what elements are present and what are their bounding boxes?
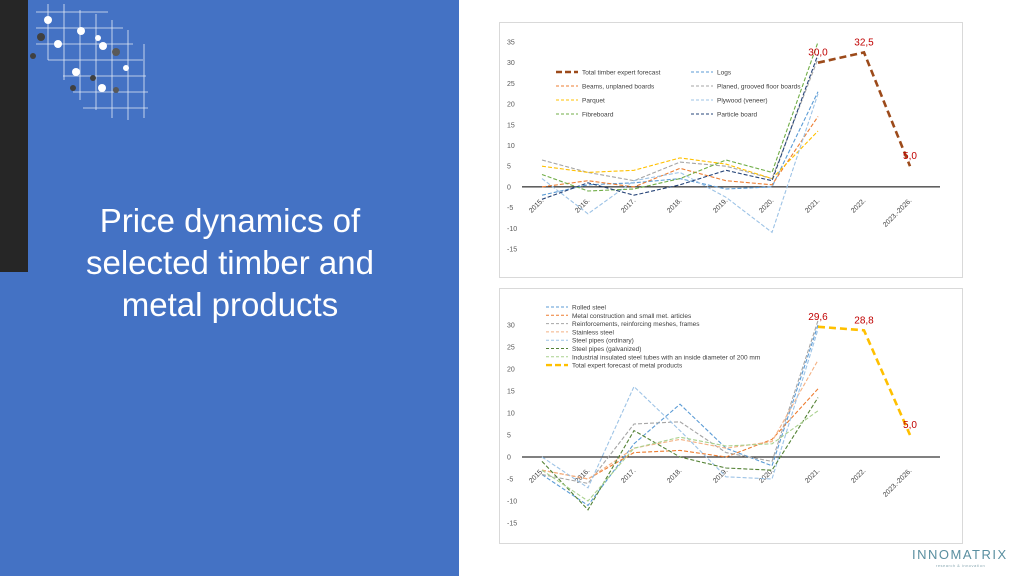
y-tick-label: 25 <box>507 80 515 88</box>
dot-grid-decoration <box>28 0 188 130</box>
x-tick-label: 2023.-2026. <box>882 197 914 229</box>
x-tick-label: 2021. <box>804 197 822 215</box>
x-tick-label: 2019. <box>712 197 730 215</box>
x-tick-label: 2020. <box>758 197 776 215</box>
decor-dot <box>54 40 62 48</box>
decor-dot <box>37 33 45 41</box>
title-line: metal products <box>121 286 339 323</box>
timber-price-chart <box>499 22 963 278</box>
legend-label: Fibreboard <box>582 111 614 119</box>
x-tick-label: 2022. <box>850 467 868 485</box>
x-tick-label: 2017. <box>620 467 638 485</box>
y-tick-label: -15 <box>507 520 518 528</box>
title-line: Price dynamics of <box>99 202 361 239</box>
metal-price-chart <box>499 288 963 544</box>
y-tick-label: 15 <box>507 388 515 396</box>
y-tick-label: 30 <box>507 60 515 68</box>
decor-dot <box>77 27 85 35</box>
x-tick-label: 2015. <box>528 197 546 215</box>
metal-chart-svg <box>500 289 962 543</box>
series-line <box>542 398 818 510</box>
slide-title <box>40 200 420 326</box>
y-tick-label: 20 <box>507 101 515 109</box>
legend-label: Beams, unplaned boards <box>582 83 655 91</box>
series-line <box>542 92 818 196</box>
y-tick-label: 35 <box>507 39 515 47</box>
decor-dot <box>70 85 76 91</box>
x-tick-label: 2023.-2026. <box>882 467 914 499</box>
series-line <box>542 59 818 181</box>
y-tick-label: 5 <box>507 163 511 171</box>
decor-dot <box>90 75 96 81</box>
dark-accent-strip <box>0 0 28 272</box>
series-line <box>542 411 818 501</box>
legend-label: Total expert forecast of metal products <box>572 362 683 370</box>
y-tick-label: -10 <box>507 498 518 506</box>
legend-label: Reinforcements, reinforcing meshes, frames <box>572 321 700 329</box>
y-tick-label: 15 <box>507 122 515 130</box>
legend-label: Rolled steel <box>572 304 606 312</box>
data-label: 28,8 <box>854 315 874 327</box>
data-label: 29,6 <box>808 311 828 323</box>
x-tick-label: 2017. <box>620 197 638 215</box>
decor-dot <box>99 42 107 50</box>
y-tick-label: -10 <box>507 225 518 233</box>
y-tick-label: 30 <box>507 322 515 330</box>
data-label: 30,0 <box>808 47 828 59</box>
legend-label: Stainless steel <box>572 329 614 337</box>
timber-chart-svg <box>500 23 962 277</box>
series-line <box>818 52 910 166</box>
y-tick-label: 20 <box>507 366 515 374</box>
x-tick-label: 2016. <box>574 197 592 215</box>
y-tick-label: 10 <box>507 143 515 150</box>
legend-label: Particle board <box>717 111 758 119</box>
series-line <box>542 360 818 479</box>
legend-label: Metal construction and small met. articles <box>572 312 692 320</box>
x-tick-label: 2015. <box>528 467 546 485</box>
series-line <box>542 329 818 487</box>
data-label: 5,0 <box>903 151 917 163</box>
x-tick-label: 2016. <box>574 467 592 485</box>
legend-label: Parquet <box>582 97 605 105</box>
x-tick-label: 2021. <box>804 467 822 485</box>
decor-dot <box>30 53 36 59</box>
y-tick-label: 10 <box>507 410 515 418</box>
y-tick-label: 5 <box>507 432 511 440</box>
legend-label: Steel pipes (ordinary) <box>572 337 634 345</box>
x-tick-label: 2020. <box>758 467 776 485</box>
legend-label: Industrial insulated steel tubes with an inside diameter of 200 mm <box>572 354 761 362</box>
innomatrix-logo <box>912 547 1012 571</box>
decor-dot <box>72 68 80 76</box>
series-line <box>542 117 818 187</box>
legend-label: Planed, grooved floor boards <box>717 83 801 91</box>
logo-subtext: research & innovation <box>936 563 986 568</box>
x-tick-label: 2018. <box>666 467 684 485</box>
decor-dot <box>113 87 119 93</box>
data-label: 32,5 <box>854 37 874 49</box>
title-line: selected timber and <box>86 244 374 281</box>
y-tick-label: 0 <box>507 454 511 462</box>
y-tick-label: -15 <box>507 246 518 254</box>
legend-label: Logs <box>717 69 732 77</box>
legend-label: Plywood (veneer) <box>717 97 768 105</box>
x-tick-label: 2022. <box>850 197 868 215</box>
x-tick-label: 2018. <box>666 197 684 215</box>
decor-dot <box>98 84 106 92</box>
decor-dot <box>95 35 101 41</box>
y-tick-label: -5 <box>507 476 514 484</box>
legend-label: Steel pipes (galvanized) <box>572 346 642 353</box>
series-line <box>818 327 910 435</box>
legend-label: Total timber expert forecast <box>582 69 661 77</box>
y-tick-label: 0 <box>507 184 511 192</box>
decor-dot <box>112 48 120 56</box>
decor-dot <box>123 65 129 71</box>
x-tick-label: 2019. <box>712 467 730 485</box>
decor-dot <box>44 16 52 24</box>
y-tick-label: 25 <box>507 344 515 352</box>
data-label: 5,0 <box>903 420 917 431</box>
logo-text: INNOMATRIX <box>912 547 1008 562</box>
y-tick-label: -5 <box>507 205 514 213</box>
